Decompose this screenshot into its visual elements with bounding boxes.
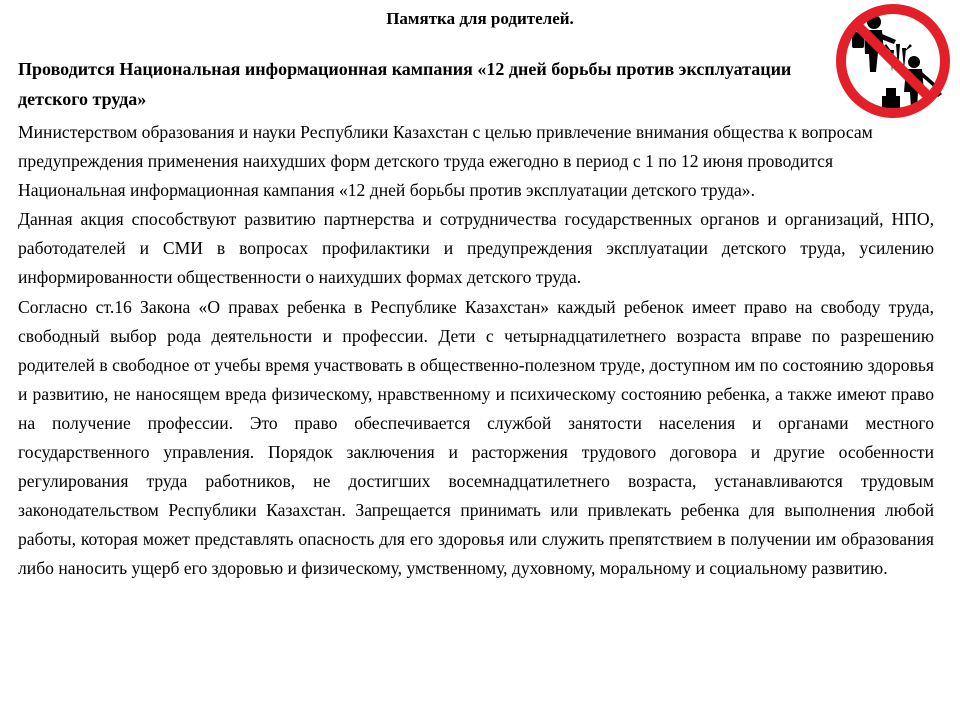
paragraph: Согласно ст.16 Закона «О правах ребенка в Республике Казахстан» каждый ребенок имеет право на свободу труда, свободный выбор рода деятельности и профессии. Дети с четырнадцатилетнего возраста вправе по разрешению родителей в свободное от учебы время участвовать в общественно-полезном труде, доступном им по состоянию здоровья и развитию, не наносящем вреда физическому, нравственному и психическому состоянию ребенка, а также имеют право на получение профессии. Это право обеспечивается службой занятости населения и органами местного государственного управления. Порядок заключения и расторжения трудового договора и другие особенности регулирования труда работников, не достигших восемнадцатилетнего возраста, устанавливаются трудовым законодательством Республики Казахстан. Запрещается принимать или привлекать ребенка для выполнения любой работы, которая может представлять опасность для его здоровья или служить препятствием в получении им образования либо наносить ущерб его здоровью и физическому, умственному, духовному, моральному и социальному развитию. [18, 296, 934, 579]
document-body [18, 118, 934, 584]
page-title: Памятка для родителей. [386, 9, 574, 28]
no-child-labor-icon [834, 0, 952, 122]
campaign-heading: Проводится Национальная информационная кампания «12 дней борьбы против эксплуатации детского труда» [18, 59, 792, 109]
paragraph: Министерством образования и науки Республики Казахстан с целью привлечение внимания общества к вопросам предупреждения применения наихудших форм детского труда ежегодно в период с 1 по 12 июня проводится Национальная информационная кампания «12 дней борьбы против эксплуатации детского труда». [18, 122, 873, 201]
paragraph: Данная акция способствуют развитию партнерства и сотрудничества государственных органов и организаций, НПО, работодателей и СМИ в вопросах профилактики и предупреждения эксплуатации детского труда, усилению информированности общественности о наихудших формах детского труда. [18, 209, 934, 288]
